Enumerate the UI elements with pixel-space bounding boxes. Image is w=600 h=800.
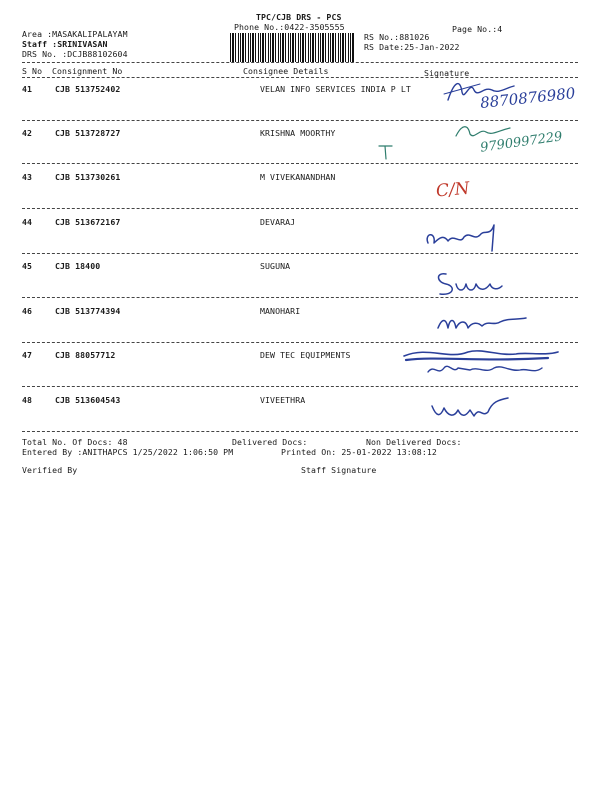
row-consignee: M VIVEKANANDHAN <box>260 172 336 182</box>
row-sno: 42 <box>22 128 33 138</box>
handwritten-phone-1: 8870876980 <box>479 84 577 112</box>
row-consignment: CJB 513752402 <box>55 84 121 94</box>
handwritten-phone-2: 9790997229 <box>479 129 564 156</box>
page-number: Page No.:4 <box>452 24 503 34</box>
signature-scribble-44 <box>420 215 510 255</box>
row-consignment: CJB 513604543 <box>55 395 121 405</box>
rs-date: RS Date:25-Jan-2022 <box>364 42 460 52</box>
row-consignee: VELAN INFO SERVICES INDIA P LT <box>260 84 411 94</box>
staff: Staff :SRINIVASAN <box>22 39 108 49</box>
verified-by: Verified By <box>22 465 78 475</box>
row-consignment: CJB 88057712 <box>55 350 116 360</box>
row-consignee: SUGUNA <box>260 261 291 271</box>
signature-scribble-42 <box>452 120 522 142</box>
row-divider <box>22 208 578 209</box>
row-consignee: VIVEETHRA <box>260 395 306 405</box>
non-delivered-docs: Non Delivered Docs: <box>366 437 462 447</box>
row-sno: 43 <box>22 172 33 182</box>
row-consignment: CJB 513672167 <box>55 217 121 227</box>
printed-on: Printed On: 25-01-2022 13:08:12 <box>281 447 437 457</box>
row-divider <box>22 431 578 432</box>
rs-number: RS No.:881026 <box>364 32 430 42</box>
barcode <box>230 33 355 62</box>
row-sno: 47 <box>22 350 33 360</box>
row-sno: 46 <box>22 306 33 316</box>
staff-signature: Staff Signature <box>301 465 377 475</box>
total-docs: Total No. Of Docs: 48 <box>22 437 128 447</box>
row-sno: 45 <box>22 261 33 271</box>
row-consignee: DEVARAJ <box>260 217 296 227</box>
row-consignment: CJB 513728727 <box>55 128 121 138</box>
handwritten-cn: C/N <box>435 178 471 202</box>
area: Area :MASAKALIPALAYAM <box>22 29 128 39</box>
col-consignee: Consignee Details <box>243 66 329 76</box>
col-consignment: Consignment No <box>52 66 123 76</box>
row-sno: 41 <box>22 84 33 94</box>
col-signature: Signature <box>424 68 470 78</box>
divider <box>22 62 578 63</box>
signature-scribble-47 <box>398 342 568 384</box>
row-consignee: KRISHNA MOORTHY <box>260 128 336 138</box>
row-consignment: CJB 513774394 <box>55 306 121 316</box>
drs-number: DRS No. :DCJB88102604 <box>22 49 128 59</box>
delivered-docs: Delivered Docs: <box>232 437 308 447</box>
row-divider <box>22 163 578 164</box>
row-sno: 48 <box>22 395 33 405</box>
row-consignee: MANOHARI <box>260 306 301 316</box>
signature-scribble-41 <box>440 72 520 106</box>
doc-title: TPC/CJB DRS - PCS <box>256 12 342 22</box>
row-consignment: CJB 513730261 <box>55 172 121 182</box>
phone-number: Phone No.:0422-3505555 <box>234 22 345 32</box>
row-divider <box>22 386 578 387</box>
row-consignment: CJB 18400 <box>55 261 101 271</box>
signature-scribble-46 <box>432 306 532 336</box>
row-consignee: DEW TEC EQUIPMENTS <box>260 350 351 360</box>
row-sno: 44 <box>22 217 33 227</box>
col-sno: S No <box>22 66 43 76</box>
signature-scribble-45 <box>430 262 510 302</box>
tick-mark <box>376 142 396 162</box>
entered-by: Entered By :ANITHAPCS 1/25/2022 1:06:50 PM <box>22 447 234 457</box>
signature-scribble-48 <box>428 394 518 426</box>
